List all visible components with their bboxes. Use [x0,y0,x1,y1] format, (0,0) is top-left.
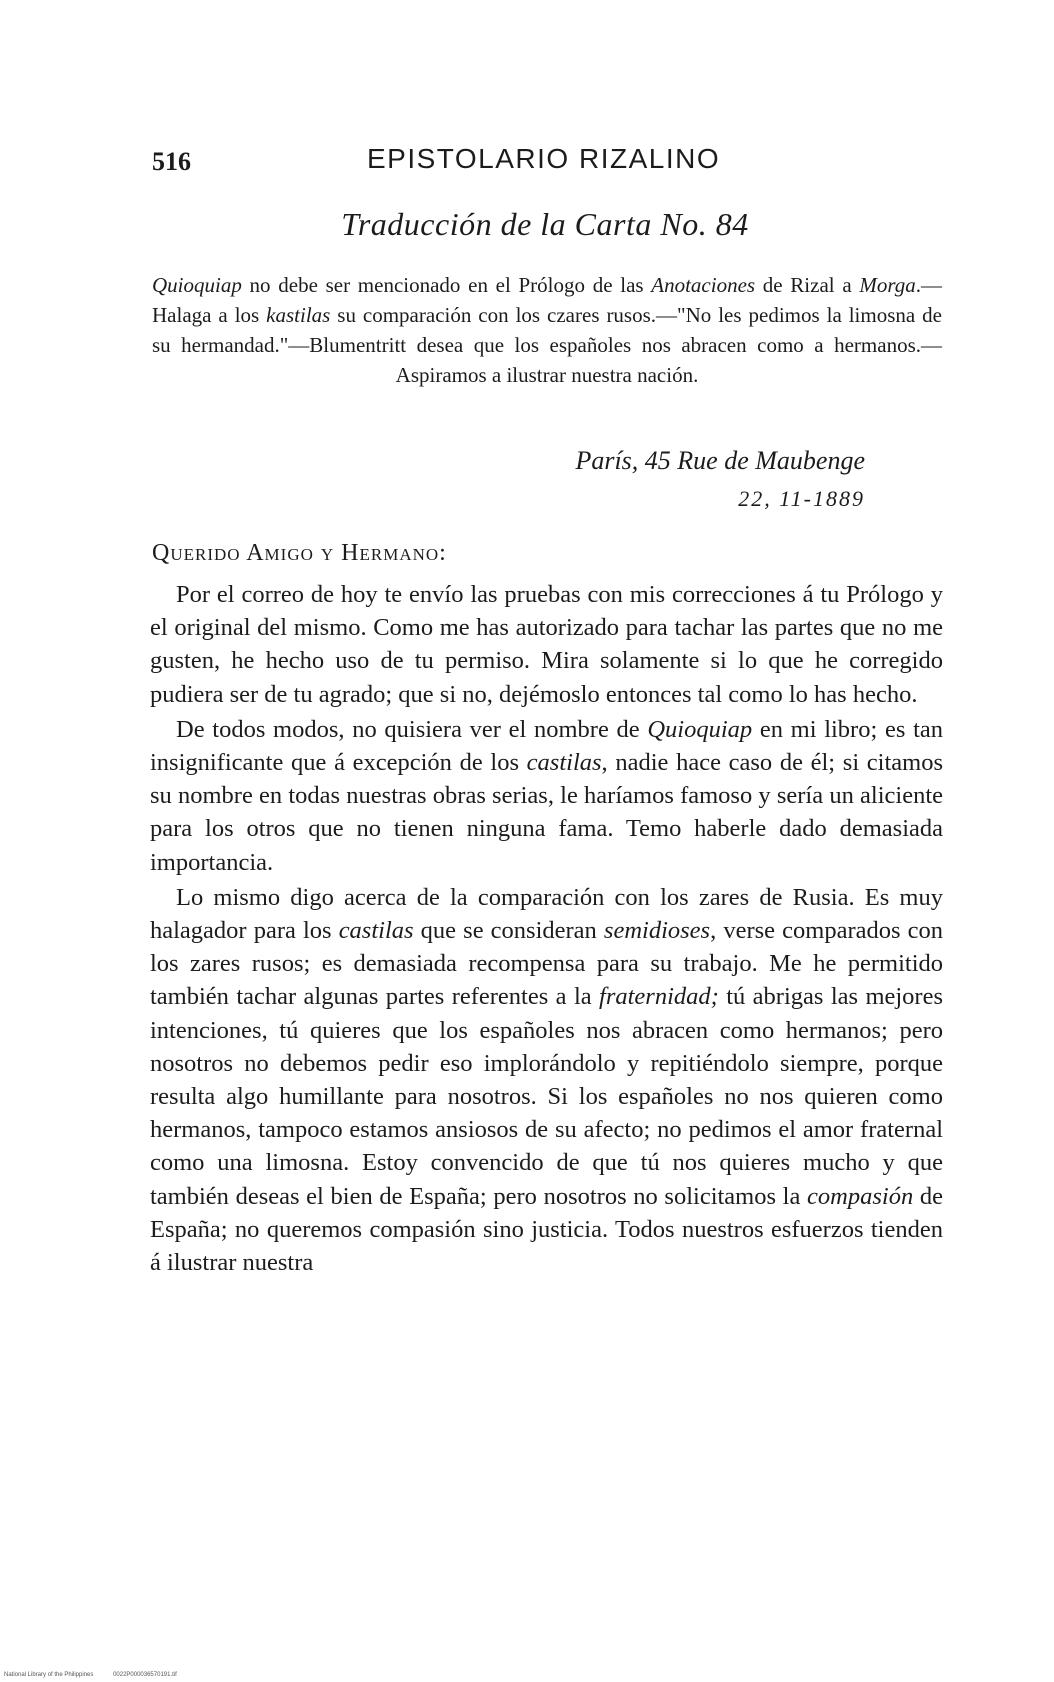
summary-text: .—Halaga a los [152,273,942,327]
letter-title: Traducción de la Carta No. 84 [341,206,749,242]
summary-anotaciones: Anotaciones [651,273,756,297]
library-credit: National Library of the Philippines [4,1672,94,1678]
italic-fraternidad: fraternidad; [599,983,719,1011]
summary-text: su comparación con los czares rusos.—"No les pedimos la limosna de su hermandad."—Blumentritt desea que los españoles nos abracen como a hermanos.—Aspiramos a ilustrar nuestra nación. [152,303,942,387]
paragraph-text: que se consideran [413,917,604,945]
scan-footer [4,1672,177,1678]
paragraph-text: , verse comparados con los zares rusos; es demasiada recompensa para su trabajo. Me he permitido también tachar algunas partes referentes a la [150,917,943,1011]
summary-text: no debe ser mencionado en el Prólogo de las [241,273,652,297]
place-date [150,442,865,518]
paragraph-1: Por el correo de hoy te envío las pruebas con mis correcciones á tu Prólogo y el original del mismo. Como me has autorizado para tachar las partes que no me gusten, he hecho uso de tu permiso. Mira solamente si lo que he corregido pudiera ser de tu agrado; que si no, dejémoslo entonces tal como lo has hecho. [150,581,943,708]
italic-quioquiap: Quioquiap [647,715,753,743]
italic-semidioses: semidioses [603,917,711,945]
salutation: Querido Amigo y Hermano: [152,540,447,566]
scan-code: 0022P000036570191.tif [113,1672,177,1678]
letter-date: 22, 11-1889 [738,486,865,511]
letter-place: París, 45 Rue de Maubenge [575,446,865,475]
paragraph-2 [150,713,943,879]
paragraph-text: en mi libro; es tan insignificante que á excepción de los [150,715,943,777]
italic-compasion: compasión [807,1182,914,1210]
book-title: EPISTOLARIO RIZALINO [367,143,721,174]
paragraph-3 [150,881,943,1279]
running-head [152,143,952,179]
summary-kastilas: kastilas [266,303,331,327]
paragraph-text: Lo mismo digo acerca de la comparación con los zares de Rusia. Es muy halagador para los [150,883,943,945]
paragraph-text: de España; no queremos compasión sino justicia. Todos nuestros esfuerzos tienden á ilustrar nuestra [150,1182,943,1277]
summary-quioquiap: Quioquiap [152,273,242,297]
page-number: 516 [152,147,191,176]
letter-summary [152,270,942,390]
paragraph-text: tú abrigas las mejores intenciones, tú quieres que los españoles nos abracen como hermanos; pero nosotros no debemos pedir eso implorándolo y repitiéndolo siempre, porque resulta algo humillante para nosotros. Si los españoles no nos quieren como hermanos, tampoco estamos ansiosos de su afecto; no pedimos el amor fraternal como una limosna. Estoy convencido de que tú nos quieres mucho y que también deseas el bien de España; pero nosotros no solicitamos la [150,983,943,1210]
paragraph-text: De todos modos, no quisiera ver el nombre de [176,715,648,743]
summary-text: de Rizal a [755,273,860,297]
letter-body [150,578,943,1281]
italic-castilas: castilas [338,917,414,945]
italic-castilas: castilas [526,749,602,777]
paragraph-text: , nadie hace caso de él; si citamos su nombre en todas nuestras obras serias, le haríamos famoso y sería un aliciente para los otros que no tienen ninguna fama. Temo haberle dado demasiada importancia. [150,749,944,876]
summary-morga: Morga [859,273,916,297]
